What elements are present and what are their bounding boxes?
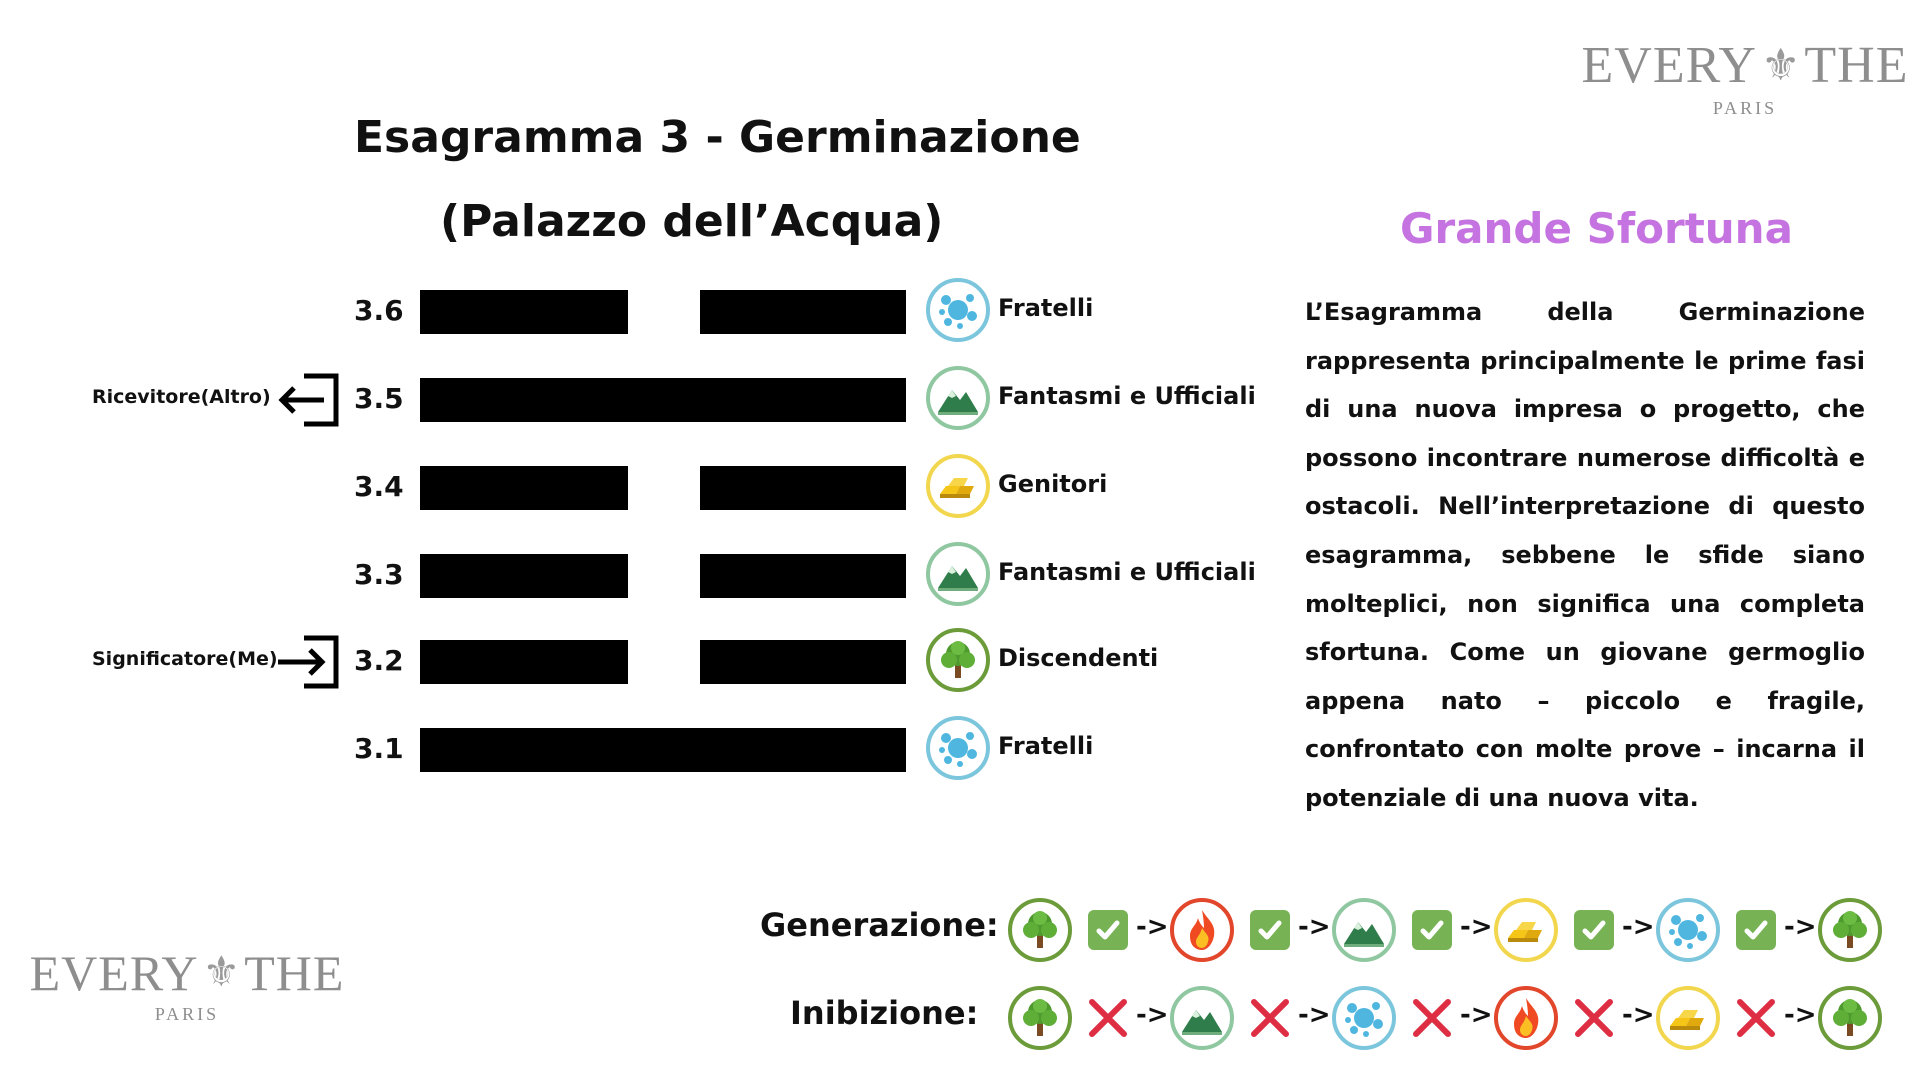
- checkmark-icon: [1250, 910, 1290, 950]
- line-number: 3.4: [354, 470, 404, 503]
- checkmark-icon: [1736, 910, 1776, 950]
- fleur-emblem-icon: ⚜: [202, 950, 241, 996]
- gold-bars-icon: [926, 454, 990, 518]
- cycle-arrow: ->: [1622, 912, 1655, 942]
- line-number: 3.2: [354, 644, 404, 677]
- cross-icon: [1572, 996, 1616, 1040]
- yin-line-segment: [420, 554, 628, 598]
- brand-name-left: EVERY: [29, 945, 199, 1001]
- cycle-arrow: ->: [1136, 912, 1169, 942]
- fortune-title: Grande Sfortuna: [1400, 204, 1793, 253]
- generation-label: Generazione:: [760, 906, 999, 944]
- inhibition-label: Inibizione:: [790, 994, 979, 1032]
- tree-icon: [1818, 898, 1882, 962]
- cycle-arrow: ->: [1784, 1000, 1817, 1030]
- fire-icon: [1170, 898, 1234, 962]
- significator-arrow-icon: [274, 634, 342, 690]
- water-splash-icon: [926, 278, 990, 342]
- brand-logo-top: [1581, 37, 1909, 119]
- yin-line-segment: [420, 290, 628, 334]
- cycle-arrow: ->: [1298, 1000, 1331, 1030]
- cross-icon: [1734, 996, 1778, 1040]
- line-number: 3.3: [354, 558, 404, 591]
- cycle-arrow: ->: [1460, 912, 1493, 942]
- cycle-arrow: ->: [1784, 912, 1817, 942]
- fire-icon: [1494, 986, 1558, 1050]
- cross-icon: [1410, 996, 1454, 1040]
- tree-icon: [1008, 898, 1072, 962]
- cross-icon: [1248, 996, 1292, 1040]
- yin-line-segment: [700, 466, 906, 510]
- line-number: 3.5: [354, 382, 404, 415]
- yin-line-segment: [700, 640, 906, 684]
- tree-icon: [1008, 986, 1072, 1050]
- significator-label: Significatore(Me): [92, 648, 278, 670]
- cross-icon: [1086, 996, 1130, 1040]
- mountain-icon: [1332, 898, 1396, 962]
- hexagram-title: Esagramma 3 - Germinazione: [354, 112, 1081, 163]
- palace-subtitle: (Palazzo dell’Acqua): [440, 196, 944, 247]
- fortune-description: L’Esagramma della Germinazione rappresenta principalmente le prime fasi di una nuova impresa o progetto, che possono incontrare numerose difficoltà e ostacoli. Nell’interpretazione di questo esagramma, sebbene le sfide siano molteplici, non significa una completa sfortuna. Come un giovane germoglio appena nato – piccolo e fragile, confrontato con molte prove – incarna il potenziale di una nuova vita.: [1305, 298, 1865, 812]
- checkmark-icon: [1412, 910, 1452, 950]
- water-splash-icon: [1332, 986, 1396, 1050]
- mountain-icon: [926, 542, 990, 606]
- mountain-icon: [926, 366, 990, 430]
- water-splash-icon: [1656, 898, 1720, 962]
- yin-line-segment: [700, 554, 906, 598]
- line-relation-label: Fantasmi e Ufficiali: [998, 382, 1256, 410]
- cycle-arrow: ->: [1622, 1000, 1655, 1030]
- yin-line-segment: [420, 466, 628, 510]
- brand-name-right: THE: [1804, 37, 1909, 94]
- yang-line-bar: [420, 728, 906, 772]
- gold-bars-icon: [1656, 986, 1720, 1050]
- line-number: 3.1: [354, 732, 404, 765]
- yin-line-segment: [700, 290, 906, 334]
- receiver-label: Ricevitore(Altro): [92, 386, 271, 408]
- cycle-arrow: ->: [1460, 1000, 1493, 1030]
- cycle-arrow: ->: [1136, 1000, 1169, 1030]
- brand-subtitle: PARIS: [154, 1004, 220, 1024]
- mountain-icon: [1170, 986, 1234, 1050]
- water-splash-icon: [926, 716, 990, 780]
- brand-name-left: EVERY: [1581, 37, 1757, 94]
- brand-name-right: THE: [244, 945, 345, 1001]
- line-relation-label: Discendenti: [998, 644, 1159, 672]
- line-relation-label: Fratelli: [998, 294, 1094, 322]
- brand-logo-bottom: [29, 945, 345, 1025]
- yin-line-segment: [420, 640, 628, 684]
- checkmark-icon: [1574, 910, 1614, 950]
- cycle-arrow: ->: [1298, 912, 1331, 942]
- tree-icon: [926, 628, 990, 692]
- tree-icon: [1818, 986, 1882, 1050]
- gold-bars-icon: [1494, 898, 1558, 962]
- receiver-arrow-icon: [274, 372, 342, 428]
- line-relation-label: Fratelli: [998, 732, 1094, 760]
- line-relation-label: Fantasmi e Ufficiali: [998, 558, 1256, 586]
- line-number: 3.6: [354, 294, 404, 327]
- fleur-emblem-icon: ⚜: [1760, 41, 1801, 90]
- yang-line-bar: [420, 378, 906, 422]
- brand-subtitle: PARIS: [1712, 98, 1778, 118]
- checkmark-icon: [1088, 910, 1128, 950]
- line-relation-label: Genitori: [998, 470, 1108, 498]
